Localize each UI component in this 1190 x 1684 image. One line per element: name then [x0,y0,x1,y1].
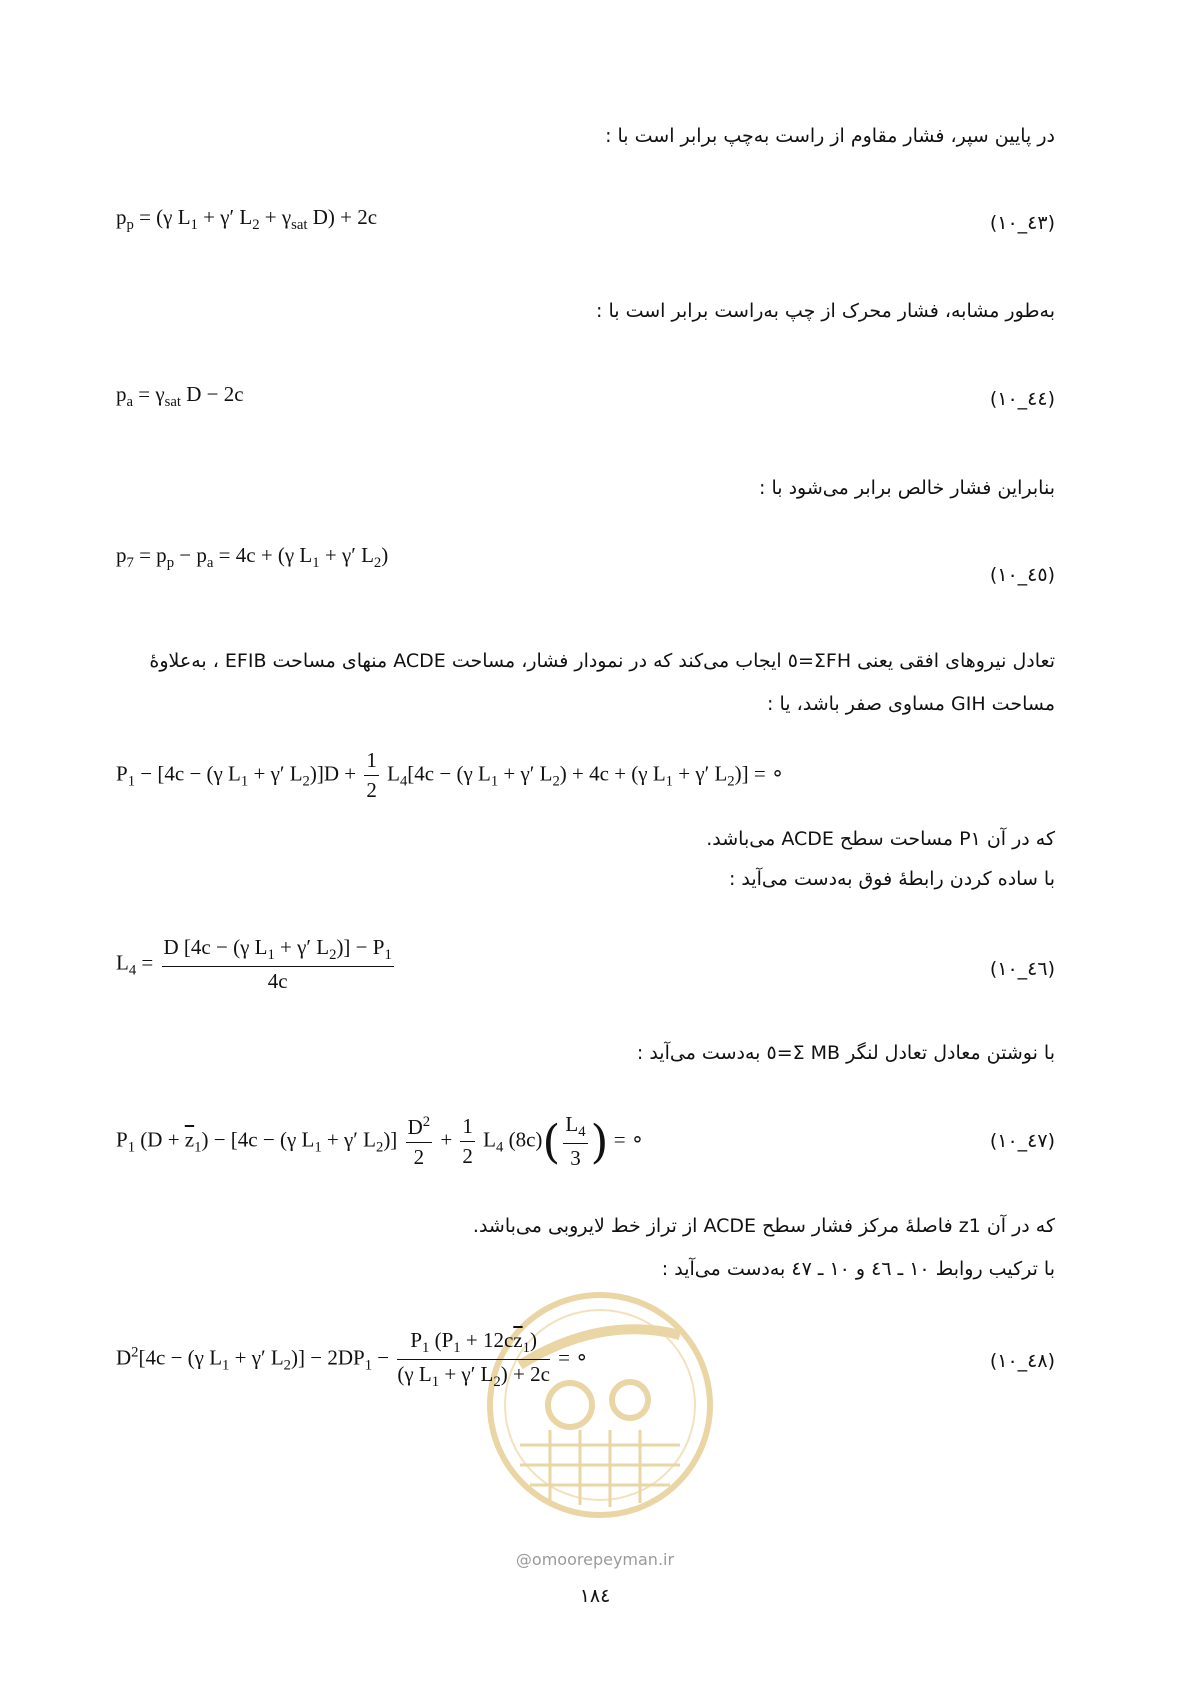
equation-44: $p_a = \gamma_{sat}$ D − 2c [116,382,244,411]
paragraph-moment-equilibrium: با نوشتن معادل تعادل لنگر Σ MB=٥ به‌دست می‌آید : [636,1042,1055,1064]
fraction-48: $\frac{P_1 (P_1 + 12c\overline{z}_1)}{(\gamma L_1 + \gamma' L_2) + 2c}$ [397,1328,550,1391]
fraction-one-half: $\frac{1}{2}$ [366,748,377,802]
watermark-logo [480,1255,720,1545]
fraction-d-squared: $\frac{D^2}{2}$ [407,1113,431,1169]
equation-number-47: (٤٧_١٠) [989,1130,1055,1152]
fraction-l4-third: $\frac{L_4}{3}$ [565,1112,586,1171]
equation-horizontal-balance: $P_1 - [4c - (\gamma$ $L_1 + \gamma'$ $L_2)]D$ + $\frac{1}{2}$ $L_4[4c - (\gamma$ $L_1 + \gamma'$ $L_2) + 4c + (\gamma$ $L_1 + \gamma'$ $L_2$)] = ∘ [116,748,785,802]
fraction-l4: $\frac{D [4c - (\gamma L_1 + \gamma' L_2)] - P_1}{4c}$ [163,935,392,994]
equation-47: $P_1$ $(D + \overline{z}_1) - [4c - (\gamma$ $L_1 + \gamma'$ $L_2$)] $\frac{D^2}{2}$ + $\frac{1}{2}$ $L_4$ (8c)( $\frac{L_4}{3}$ ) = ∘ [116,1112,644,1171]
equation-46: $L_4$ = $\frac{D [4c - (\gamma L_1 + \gamma' L_2)] - P_1}{4c}$ [116,935,392,994]
equation-48: $D^2[4c - (\gamma$ $L_1 + \gamma'$ $L_2)] - 2DP_1$ − $\frac{P_1 (P_1 + 12c\overline{z}_1)}{(\gamma L_1 + \gamma' L_2) + 2c}$ = ∘ [116,1328,589,1391]
watermark-site: @omoorepeyman.ir [515,1550,675,1569]
paragraph-combine-relations: با ترکیب روابط ١٠ ـ ٤٦ و ١٠ ـ ٤٧ به‌دست می‌آید : [661,1258,1055,1280]
fraction-half-47: $\frac{1}{2}$ [462,1114,473,1169]
paragraph-simplify: با ساده کردن رابطۀ فوق به‌دست می‌آید : [728,868,1055,890]
paragraph-horizontal-equilibrium-line1: تعادل نیروهای افقی یعنی ΣFH=٥ ایجاب می‌کند که در نمودار فشار، مساحت ACDE منهای مساحت EFIB ، به‌علاوۀ [149,650,1055,672]
equation-number-46: (٤٦_١٠) [989,958,1055,980]
paragraph-active-pressure: به‌طور مشابه، فشار محرک از چپ به‌راست برابر است با : [596,300,1055,322]
paragraph-net-pressure: بنابراین فشار خالص برابر می‌شود با : [759,477,1055,499]
equation-number-44: (٤٤_١٠) [989,388,1055,410]
equation-43: $p_p = (\gamma$ $L_1 + \gamma'$ $L_2 + \gamma_{sat}$ D) + 2c [116,205,378,234]
paragraph-p1-definition: که در آن P١ مساحت سطح ACDE می‌باشد. [706,828,1055,850]
equation-45: $p_7 = p_p - p_a = 4c + (\gamma$ $L_1 + \gamma'$ $L_2$) [116,543,389,572]
equation-number-45: (٤٥_١٠) [989,564,1055,586]
paragraph-passive-pressure: در پایین سپر، فشار مقاوم از راست به‌چپ برابر است با : [605,125,1055,147]
equation-number-43: (٤٣_١٠) [989,212,1055,234]
paragraph-z1-definition: که در آن z1 فاصلۀ مرکز فشار سطح ACDE از تراز خط لایروبی می‌باشد. [472,1215,1055,1237]
paragraph-horizontal-equilibrium-line2: مساحت GIH مساوی صفر باشد، یا : [767,693,1055,715]
equation-number-48: (٤٨_١٠) [989,1350,1055,1372]
page-number: ١٨٤ [579,1585,611,1607]
